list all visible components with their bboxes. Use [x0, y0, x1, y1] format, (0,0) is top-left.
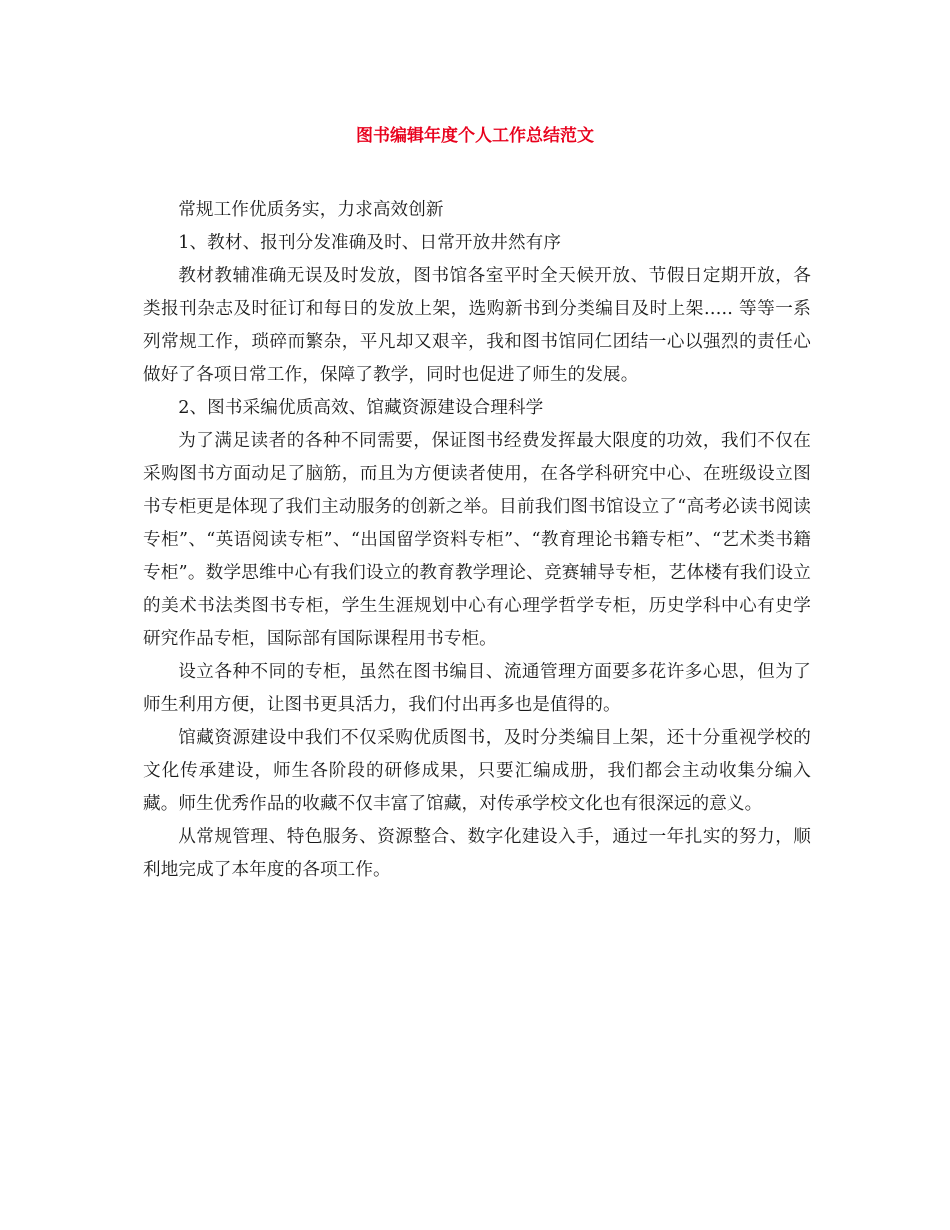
paragraph: 为了满足读者的各种不同需要，保证图书经费发挥最大限度的功效，我们不仅在采购图书方面动足了脑筋，而且为方便读者使用，在各学科研究中心、在班级设立图书专柜更是体现了我们主动服务的创新之举。目前我们图书馆设立了“高考必读书阅读专柜”、“英语阅读专柜”、“出国留学资料专柜”、“教育理论书籍专柜”、“艺术类书籍专柜”。数学思维中心有我们设立的教育教学理论、竞赛辅导专柜，艺体楼有我们设立的美术书法类图书专柜，学生生涯规划中心有心理学哲学专柜，历史学科中心有史学研究作品专柜，国际部有国际课程用书专柜。 — [143, 431, 811, 649]
document-title: 图书编辑年度个人工作总结范文 — [356, 126, 594, 146]
paragraph: 教材教辅准确无误及时发放，图书馆各室平时全天候开放、节假日定期开放，各类报刊杂志及时征订和每日的发放上架，选购新书到分类编目及时上架….. 等等一系列常规工作，琐碎而繁杂，平凡却又艰辛，我和图书馆同仁团结一心以强烈的责任心做好了各项日常工作，保障了教学，同时也促进了师生的发展。 — [143, 266, 811, 385]
paragraph: 设立各种不同的专柜，虽然在图书编目、流通管理方面要多花许多心思，但为了师生利用方便，让图书更具活力，我们付出再多也是值得的。 — [143, 662, 811, 715]
document-body — [143, 194, 811, 887]
paragraph: 1、教材、报刊分发准确及时、日常开放井然有序 — [178, 233, 562, 253]
paragraph: 2、图书采编优质高效、馆藏资源建设合理科学 — [178, 398, 544, 418]
paragraph: 馆藏资源建设中我们不仅采购优质图书，及时分类编目上架，还十分重视学校的文化传承建设，师生各阶段的研修成果，只要汇编成册，我们都会主动收集分编入藏。师生优秀作品的收藏不仅丰富了馆藏，对传承学校文化也有很深远的意义。 — [143, 728, 811, 814]
paragraph: 从常规管理、特色服务、资源整合、数字化建设入手，通过一年扎实的努力，顺利地完成了本年度的各项工作。 — [143, 827, 811, 880]
paragraph: 常规工作优质务实，力求高效创新 — [178, 200, 444, 220]
